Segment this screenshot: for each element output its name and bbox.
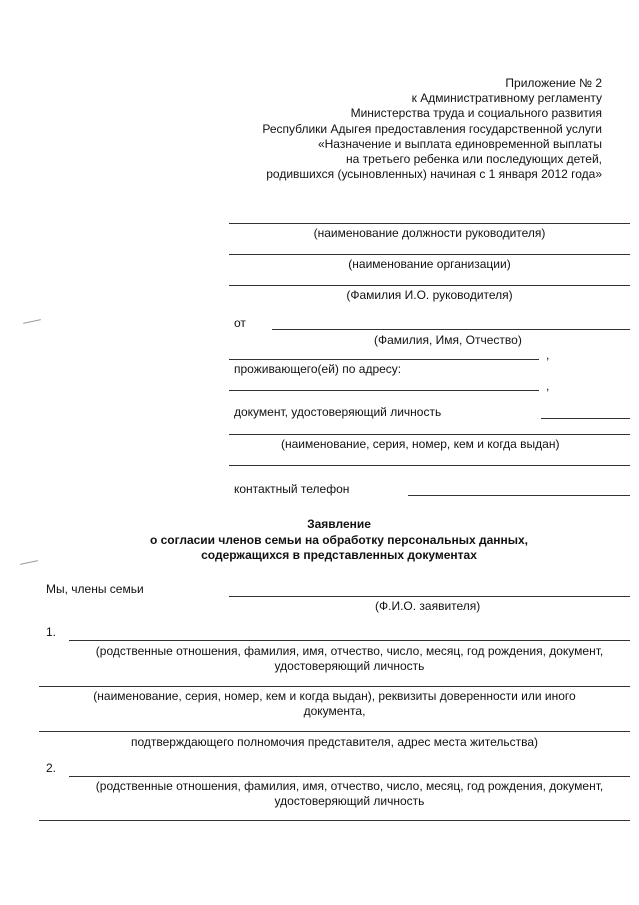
id-doc-label: документ, удостоверяющий личность: [234, 405, 442, 419]
item-2-caption-line-1: (родственные отношения, фамилия, имя, отчество, число, месяц, год рождения, документ,: [95, 779, 604, 793]
title-line-3: содержащихся в представленных документах: [201, 548, 477, 562]
phone-label: контактный телефон: [234, 482, 350, 496]
organization-caption: (наименование организации): [348, 257, 511, 271]
item-2-caption-line-2: удостоверяющий личность: [274, 794, 425, 808]
item-1-caption2-line-1: (наименование, серия, номер, кем и когда выдан), реквизиты доверенности или иного: [93, 689, 576, 703]
header-line-5: «Назначение и выплата единовременной выплаты: [317, 137, 602, 151]
id-doc-field-line-short[interactable]: [541, 418, 630, 419]
head-name-caption: (Фамилия И.О. руководителя): [346, 288, 513, 302]
header-line-7: родившихся (усыновленных) начиная с 1 января 2012 года»: [266, 167, 602, 181]
organization-field-line[interactable]: [229, 254, 630, 255]
item-2-field-line[interactable]: [69, 776, 630, 777]
fio-caption: (Фамилия, Имя, Отчество): [374, 333, 522, 347]
we-label: Мы, члены семьи: [46, 582, 144, 596]
head-name-field-line[interactable]: [229, 285, 630, 286]
id-doc-field-line[interactable]: [229, 434, 630, 435]
applicant-caption: (Ф.И.О. заявителя): [375, 599, 481, 613]
item-2-field-line-2[interactable]: [39, 820, 630, 821]
address-field-line-2[interactable]: [229, 390, 539, 391]
header-line-6: на третьего ребенка или последующих детей,: [346, 152, 602, 166]
header-line-1: Приложение № 2: [505, 76, 602, 90]
id-doc-field-line-2[interactable]: [229, 465, 630, 466]
from-label: от: [234, 316, 246, 330]
item-1-caption-line-2: удостоверяющий личность: [274, 659, 425, 673]
applicant-fio-field-line[interactable]: [272, 329, 630, 330]
item-1-caption2-line-2: документа,: [303, 704, 366, 718]
header-line-3: Министерства труда и социального развития: [350, 106, 602, 120]
header-line-2: к Административному регламенту: [411, 91, 602, 105]
address-field-line-1[interactable]: [229, 359, 539, 360]
item-1-number: 1.: [46, 625, 57, 639]
item-1-field-line-2[interactable]: [39, 686, 630, 687]
scan-mark-1: [23, 319, 41, 324]
phone-field-line[interactable]: [408, 495, 630, 496]
applicant-field-line[interactable]: [229, 596, 630, 597]
residing-label: проживающего(ей) по адресу:: [234, 362, 402, 376]
title-line-2: о согласии членов семьи на обработку персональных данных,: [149, 533, 529, 547]
item-1-field-line[interactable]: [69, 640, 630, 641]
scan-mark-2: [20, 560, 38, 565]
header-line-4: Республики Адыгея предоставления государственной услуги: [262, 122, 602, 136]
item-1-field-line-3[interactable]: [39, 731, 630, 732]
id-doc-caption: (наименование, серия, номер, кем и когда выдан): [281, 437, 560, 451]
item-2-number: 2.: [46, 761, 57, 775]
item-1-caption-line-1: (родственные отношения, фамилия, имя, отчество, число, месяц, год рождения, документ,: [95, 644, 604, 658]
comma-2: ,: [546, 379, 550, 393]
comma-1: ,: [546, 348, 550, 362]
title-line-1: Заявление: [307, 517, 371, 531]
item-1-caption3: подтверждающего полномочия представителя, адрес места жительства): [130, 735, 539, 749]
position-field-line[interactable]: [229, 223, 630, 224]
position-caption: (наименование должности руководителя): [313, 226, 546, 240]
